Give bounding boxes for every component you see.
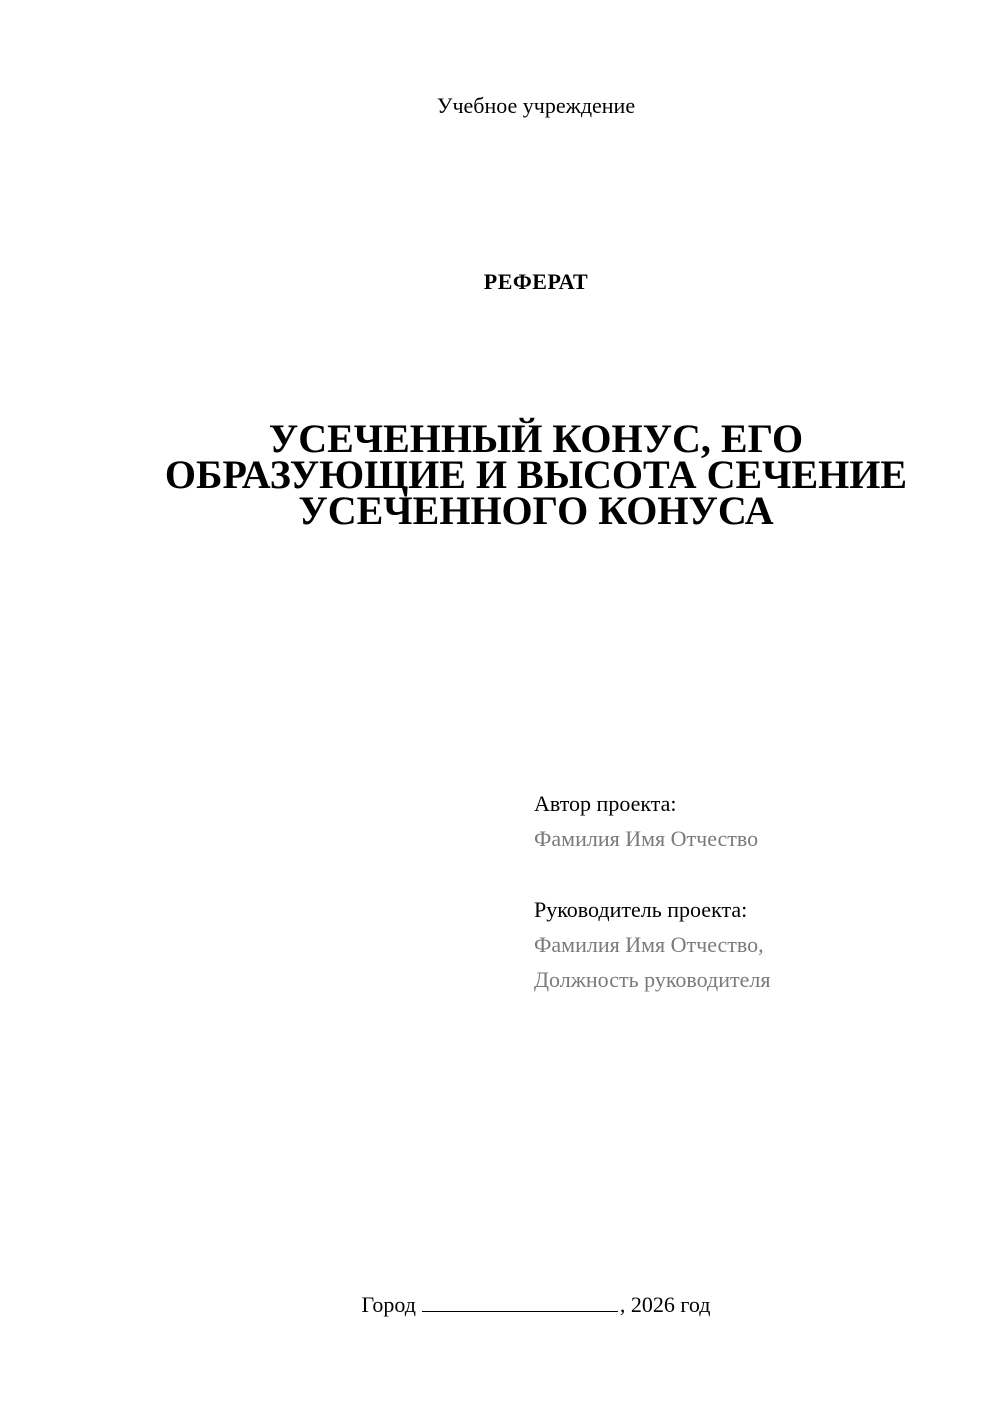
author-name: Фамилия Имя Отчество (534, 826, 759, 851)
author-label: Автор проекта: (534, 791, 677, 816)
footer-city-year (0, 1290, 1000, 1320)
supervisor-name: Фамилия Имя Отчество, (534, 932, 764, 957)
author-block (534, 786, 974, 856)
title-line-2: ОБРАЗУЮЩИЕ И ВЫСОТА СЕЧЕНИЕ (164, 452, 908, 497)
document-title (140, 416, 932, 533)
title-line-1: УСЕЧЕННЫЙ КОНУС, ЕГО (268, 416, 804, 461)
city-blank-line (422, 1291, 618, 1312)
year-text: , 2026 год (619, 1292, 711, 1317)
supervisor-label: Руководитель проекта: (534, 897, 748, 922)
city-label: Город (361, 1292, 416, 1317)
supervisor-block (534, 892, 974, 997)
institution-name: Учебное учреждение (436, 93, 636, 118)
title-line-3: УСЕЧЕННОГО КОНУСА (298, 488, 774, 533)
document-type-label: РЕФЕРАТ (483, 269, 589, 294)
supervisor-position: Должность руководителя (534, 967, 771, 992)
